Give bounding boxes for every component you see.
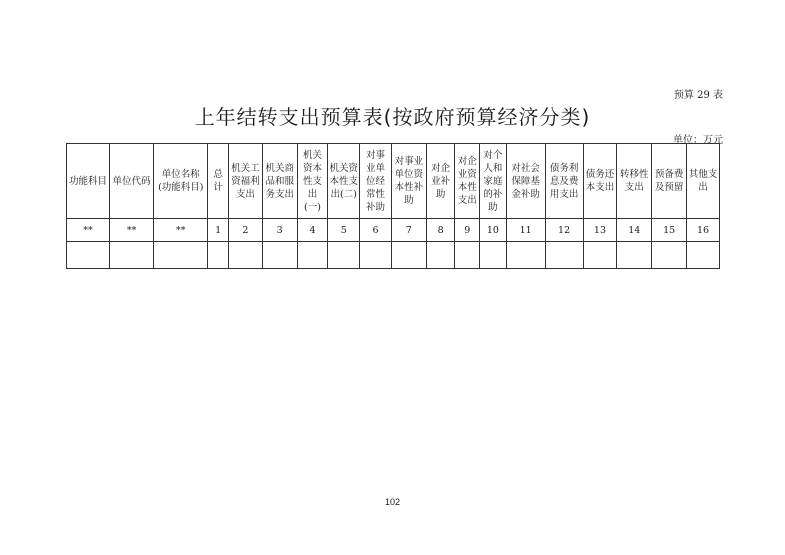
column-number-cell: 7: [391, 219, 426, 242]
column-header: [208, 144, 229, 219]
column-header-line: 业补: [431, 175, 451, 187]
budget-table: [66, 143, 720, 269]
column-number-cell: 6: [360, 219, 392, 242]
column-header-line: 机关: [302, 149, 322, 161]
table-cell: [583, 242, 617, 269]
column-number-cell: 3: [262, 219, 297, 242]
column-header: [360, 144, 392, 219]
column-header-line: 保障基: [511, 175, 540, 187]
column-header-line: 预备费: [654, 169, 684, 180]
table-cell: [617, 242, 652, 269]
table-cell: [110, 242, 154, 269]
column-header: [110, 144, 154, 219]
column-header-line: 资本: [302, 162, 322, 174]
table-cell: [545, 242, 583, 269]
column-header-line: 息及费: [549, 175, 579, 187]
column-header-line: 出: [307, 188, 318, 200]
column-header: [228, 144, 262, 219]
unit-label: 单位：万元: [673, 135, 723, 146]
form-number: 预算 29 表: [673, 90, 723, 101]
column-header-line: 单位代码: [112, 175, 151, 187]
column-header-line: 本性补: [394, 182, 424, 193]
column-header-line: 业单: [366, 162, 386, 174]
column-header-line: 位经: [366, 175, 386, 187]
table-cell: [687, 242, 720, 269]
column-header: [652, 144, 687, 219]
column-header-line: 出(二): [330, 188, 357, 200]
column-header-line: 人和: [483, 162, 503, 174]
column-number-cell: 12: [545, 219, 583, 242]
column-header-line: 单位名称: [161, 169, 200, 180]
table-row: [67, 242, 720, 269]
table-cell: [262, 242, 297, 269]
table-cell: [360, 242, 392, 269]
column-header-line: 对社会: [511, 162, 540, 174]
column-header: [426, 144, 455, 219]
column-number-cell: 4: [297, 219, 328, 242]
column-number-cell: **: [110, 219, 154, 242]
column-number-cell: 8: [426, 219, 455, 242]
column-header: [154, 144, 208, 219]
column-header-line: 及预留: [654, 182, 684, 193]
column-header-line: 业资: [457, 169, 477, 180]
column-number-cell: 13: [583, 219, 617, 242]
column-header: [545, 144, 583, 219]
column-number-cell: 9: [455, 219, 480, 242]
column-header-line: 用支出: [549, 188, 579, 200]
column-header: [506, 144, 545, 219]
column-header-line: 资福利: [231, 175, 260, 187]
column-header-line: 支出: [457, 195, 477, 206]
page-number: 102: [384, 497, 401, 507]
column-header-line: 单位资: [394, 169, 424, 180]
column-header-line: 机关工: [231, 162, 260, 174]
column-header-line: 债务还: [585, 169, 615, 180]
column-header: [67, 144, 110, 219]
column-number-cell: 1: [208, 219, 229, 242]
column-number-cell: **: [67, 219, 110, 242]
table-cell: [480, 242, 507, 269]
column-header-line: 计: [213, 182, 223, 193]
table-header-row: [67, 144, 720, 219]
column-header-line: 对事: [366, 149, 386, 161]
column-header-line: 本支出: [585, 182, 615, 193]
column-header-line: 支出: [624, 182, 644, 193]
column-header: [583, 144, 617, 219]
column-header-line: 本性: [457, 182, 477, 193]
column-header-line: 转移性: [620, 169, 649, 180]
table-cell: [455, 242, 480, 269]
column-header-line: 的补: [483, 188, 503, 200]
column-number-cell: 5: [328, 219, 360, 242]
column-header-line: 助: [435, 188, 446, 200]
column-header-line: 金补助: [511, 188, 540, 200]
column-header-line: 其他支: [688, 169, 718, 180]
column-number-cell: 16: [687, 219, 720, 242]
column-number-cell: 15: [652, 219, 687, 242]
column-header: [328, 144, 360, 219]
column-header-line: 务支出: [265, 188, 294, 200]
column-header-line: 常性: [366, 188, 386, 200]
column-header: [391, 144, 426, 219]
column-header-line: (一): [304, 201, 321, 213]
column-number-cell: 14: [617, 219, 652, 242]
column-header-line: 对事业: [394, 156, 424, 167]
column-header: [687, 144, 720, 219]
table-cell: [506, 242, 545, 269]
table-cell: [328, 242, 360, 269]
column-header: [617, 144, 652, 219]
column-header-line: 债务利: [549, 162, 579, 174]
column-header: [455, 144, 480, 219]
column-number-row: [67, 219, 720, 242]
column-header-line: 对企: [457, 156, 477, 167]
column-header-line: 总: [213, 169, 223, 180]
column-number-cell: **: [154, 219, 208, 242]
table-cell: [67, 242, 110, 269]
table-cell: [391, 242, 426, 269]
column-header-line: 机关资: [329, 162, 359, 174]
column-header-line: 机关商: [265, 162, 294, 174]
table-cell: [154, 242, 208, 269]
column-header-line: 对个: [483, 149, 503, 161]
column-header-line: 助: [404, 195, 414, 206]
column-header-line: 支出: [235, 188, 255, 200]
table-cell: [208, 242, 229, 269]
column-header-line: (功能科目): [158, 182, 204, 193]
column-number-cell: 2: [228, 219, 262, 242]
column-header: [297, 144, 328, 219]
column-header-line: 助: [488, 201, 498, 213]
column-header-line: 补助: [366, 201, 386, 213]
column-header: [262, 144, 297, 219]
column-header-line: 出: [698, 182, 708, 193]
column-header-line: 品和服: [265, 175, 294, 187]
column-header-line: 功能科目: [69, 175, 108, 187]
table-cell: [228, 242, 262, 269]
table-cell: [297, 242, 328, 269]
column-header-line: 对企: [431, 162, 451, 174]
table-cell: [652, 242, 687, 269]
column-number-cell: 10: [480, 219, 507, 242]
column-header-line: 性支: [302, 175, 322, 187]
page-title: 上年结转支出预算表(按政府预算经济分类): [194, 105, 591, 129]
column-header-line: 家庭: [483, 175, 503, 187]
table-cell: [426, 242, 455, 269]
column-header: [480, 144, 507, 219]
column-header-line: 本性支: [329, 175, 359, 187]
column-number-cell: 11: [506, 219, 545, 242]
